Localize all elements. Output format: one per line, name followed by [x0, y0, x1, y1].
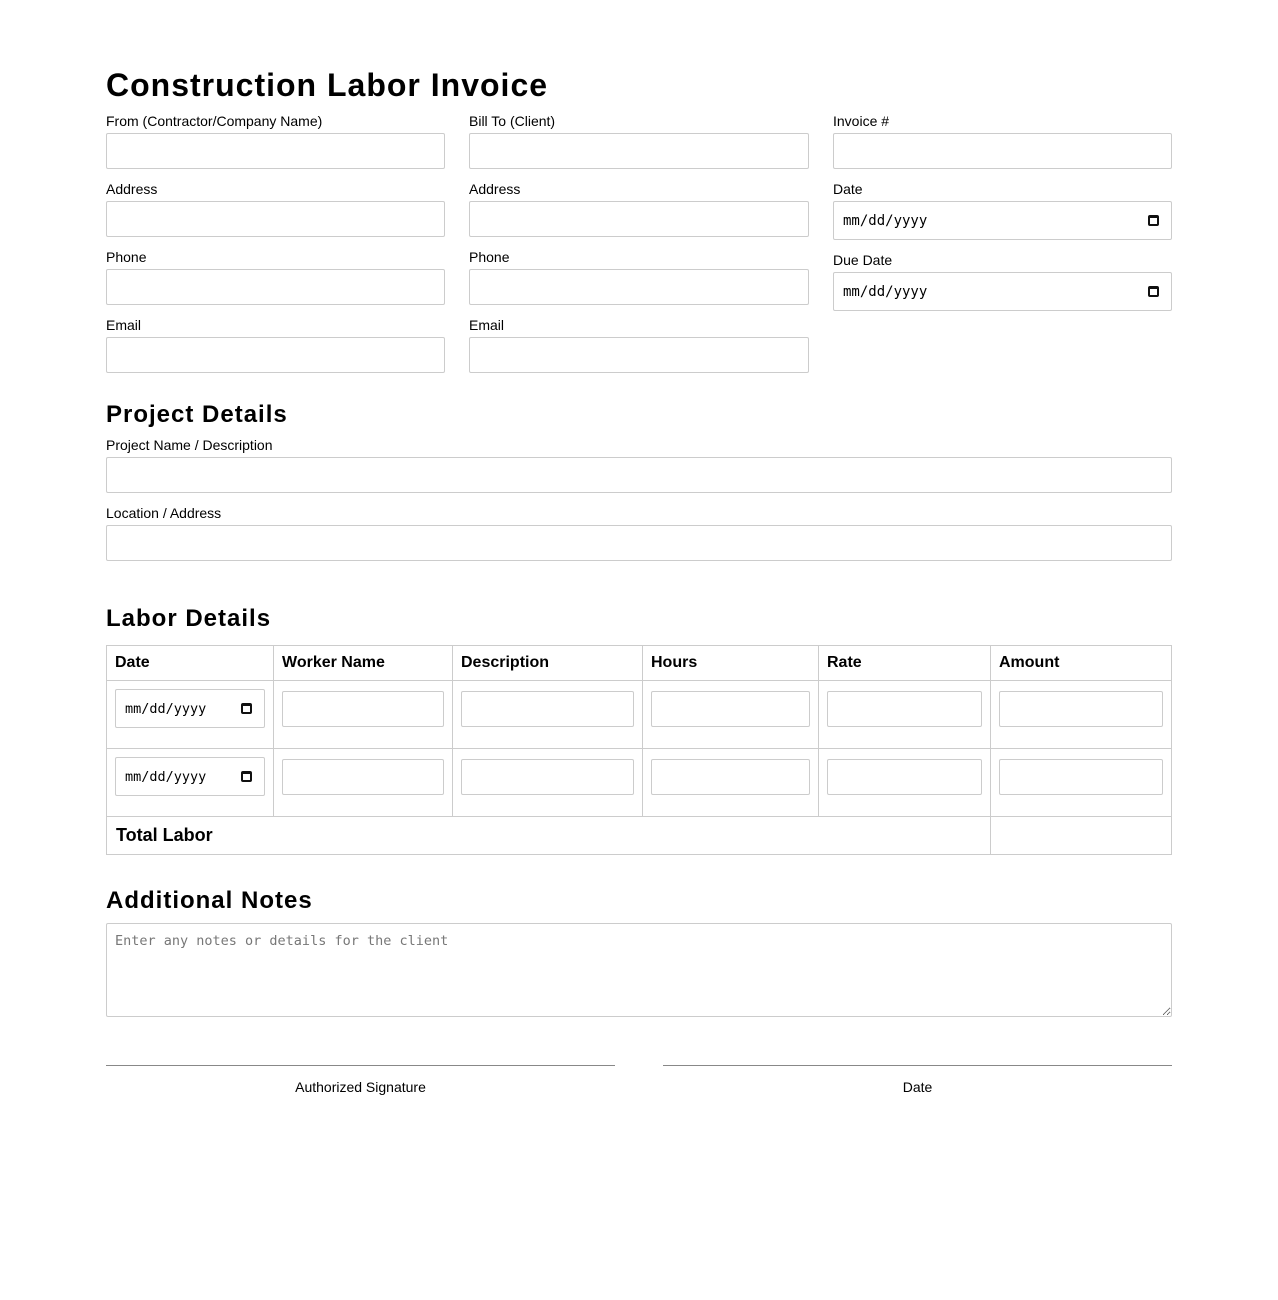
from-address-input[interactable]: [106, 201, 445, 237]
bill-to-phone-input[interactable]: [469, 269, 809, 305]
invoice-number-input[interactable]: [833, 133, 1172, 169]
date-placeholder: mm/dd/yyyy: [125, 700, 207, 717]
from-address-label: Address: [106, 181, 158, 197]
row-amount-input[interactable]: [999, 691, 1163, 727]
bill-to-email-label: Email: [469, 317, 505, 333]
date-placeholder: mm/dd/yyyy: [125, 768, 207, 785]
from-email-input[interactable]: [106, 337, 445, 373]
row-rate-input[interactable]: [827, 759, 982, 795]
row-worker-name-input[interactable]: [282, 691, 444, 727]
from-name-input[interactable]: [106, 133, 445, 169]
calendar-icon[interactable]: [1148, 286, 1159, 297]
from-email-label: Email: [106, 317, 142, 333]
authorized-signature-label: Authorized Signature: [295, 1079, 426, 1095]
row-description-input[interactable]: [461, 759, 634, 795]
from-phone-input[interactable]: [106, 269, 445, 305]
row-date-input[interactable]: [115, 757, 265, 796]
signature-date-label: Date: [902, 1079, 933, 1095]
bill-to-phone-label: Phone: [469, 249, 510, 265]
signature-date-line: [663, 1065, 1172, 1066]
row-date-input[interactable]: [115, 689, 265, 728]
row-amount-input[interactable]: [999, 759, 1163, 795]
signature-line: [106, 1065, 615, 1066]
row-hours-input[interactable]: [651, 691, 810, 727]
invoice-number-label: Invoice #: [833, 113, 890, 129]
page-title: Construction Labor Invoice: [106, 67, 549, 103]
column-header-amount: Amount: [999, 654, 1060, 671]
project-name-input[interactable]: [106, 457, 1172, 493]
invoice-date-input[interactable]: [833, 201, 1172, 240]
project-details-heading: Project Details: [106, 401, 288, 428]
bill-to-email-input[interactable]: [469, 337, 809, 373]
from-name-label: From (Contractor/Company Name): [106, 113, 323, 129]
row-hours-input[interactable]: [651, 759, 810, 795]
column-header-rate: Rate: [827, 654, 862, 671]
bill-to-address-label: Address: [469, 181, 521, 197]
column-header-worker-name: Worker Name: [282, 654, 385, 671]
notes-textarea[interactable]: [106, 923, 1172, 1017]
column-header-date: Date: [115, 654, 150, 671]
row-rate-input[interactable]: [827, 691, 982, 727]
date-placeholder: mm/dd/yyyy: [843, 212, 928, 229]
labor-details-heading: Labor Details: [106, 605, 272, 632]
project-name-label: Project Name / Description: [106, 437, 273, 453]
invoice-date-label: Date: [833, 181, 863, 197]
from-phone-label: Phone: [106, 249, 147, 265]
project-location-label: Location / Address: [106, 505, 222, 521]
row-description-input[interactable]: [461, 691, 634, 727]
row-worker-name-input[interactable]: [282, 759, 444, 795]
calendar-icon[interactable]: [241, 703, 252, 714]
additional-notes-heading: Additional Notes: [106, 887, 313, 914]
total-labor-label: Total Labor: [116, 825, 213, 845]
bill-to-address-input[interactable]: [469, 201, 809, 237]
bill-to-name-label: Bill To (Client): [469, 113, 556, 129]
total-labor-value: [991, 817, 1171, 854]
column-header-description: Description: [461, 654, 550, 671]
due-date-input[interactable]: [833, 272, 1172, 311]
column-header-hours: Hours: [651, 654, 698, 671]
calendar-icon[interactable]: [1148, 215, 1159, 226]
date-placeholder: mm/dd/yyyy: [843, 283, 928, 300]
calendar-icon[interactable]: [241, 771, 252, 782]
project-location-input[interactable]: [106, 525, 1172, 561]
bill-to-name-input[interactable]: [469, 133, 809, 169]
due-date-label: Due Date: [833, 252, 893, 268]
